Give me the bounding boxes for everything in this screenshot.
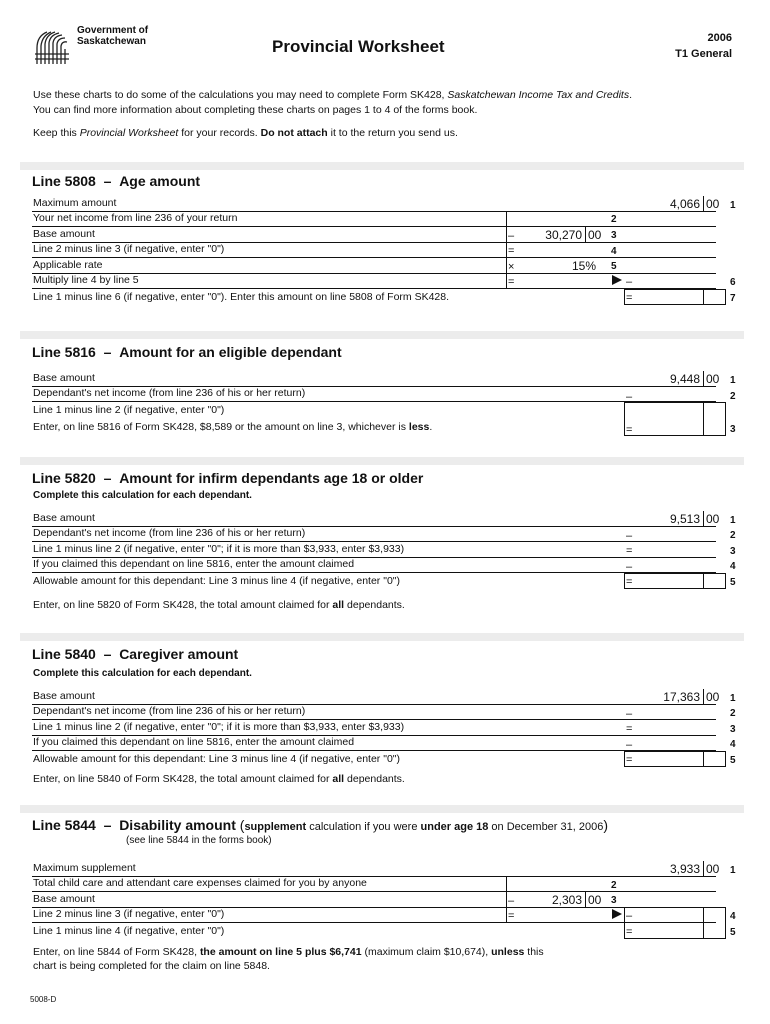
cents-divider bbox=[703, 907, 704, 939]
section-name: Caregiver amount bbox=[119, 646, 239, 662]
intro-paragraph-1 bbox=[33, 87, 632, 103]
subtitle-emphasis: under age 18 bbox=[420, 821, 489, 833]
line-number-label: 6 bbox=[730, 277, 736, 288]
title-dash: – bbox=[103, 173, 112, 189]
equals-sign: = bbox=[626, 926, 633, 938]
equals-sign: = bbox=[626, 424, 633, 436]
table-row bbox=[32, 289, 716, 305]
base-amount-value: 17,363 bbox=[663, 690, 700, 704]
base-amount-cents: 00 bbox=[706, 372, 720, 386]
section-name: Amount for infirm dependants age 18 or older bbox=[119, 470, 424, 486]
minus-sign: – bbox=[626, 276, 633, 288]
instruction-part: Enter, on line 5816 of Form SK428, $8,589 or the amount on line 3, whichever is bbox=[33, 421, 409, 433]
table-row bbox=[32, 371, 716, 387]
table-row bbox=[32, 527, 716, 543]
row-label: If you claimed this dependant on line 5816, enter the amount claimed bbox=[33, 736, 355, 748]
section-name: Age amount bbox=[119, 173, 201, 189]
instruction-part: . bbox=[429, 421, 433, 433]
section-name: Amount for an eligible dependant bbox=[119, 344, 342, 360]
form-name: T1 General bbox=[675, 48, 732, 60]
table-row bbox=[32, 511, 716, 527]
base-amount-value: 2,303 bbox=[551, 893, 582, 907]
line-number-label: 3 bbox=[730, 424, 736, 435]
table-row bbox=[32, 720, 716, 736]
table-row bbox=[32, 573, 716, 589]
instruction-part: this bbox=[524, 946, 544, 958]
equals-sign: = bbox=[508, 245, 515, 257]
minus-sign: – bbox=[626, 708, 633, 720]
cents-divider bbox=[703, 511, 704, 527]
row-label: Applicable rate bbox=[33, 258, 103, 271]
row-label: Base amount bbox=[33, 371, 95, 384]
row-label: Maximum supplement bbox=[33, 861, 136, 874]
maximum-supplement-cents: 00 bbox=[706, 862, 720, 876]
intro-worksheet-title: Provincial Worksheet bbox=[79, 127, 179, 139]
minus-sign: – bbox=[626, 561, 633, 573]
row-label: Line 1 minus line 2 (if negative, enter "0"; if it is more than $3,933, enter $3,933) bbox=[33, 542, 405, 555]
line-number-label: 3 bbox=[611, 895, 617, 906]
equals-sign: = bbox=[626, 754, 633, 766]
section-title-5844 bbox=[32, 817, 608, 836]
instruction-part: Enter, on line 5840 of Form SK428, the total amount claimed for bbox=[33, 773, 333, 785]
row-label: Base amount bbox=[33, 892, 95, 905]
line-number-label: 5 bbox=[730, 927, 736, 938]
table-row bbox=[32, 689, 716, 705]
equals-sign: = bbox=[508, 276, 515, 288]
section-divider bbox=[20, 162, 744, 170]
minus-sign: – bbox=[626, 391, 633, 403]
instruction-part: Enter, on line 5820 of Form SK428, the total amount claimed for bbox=[33, 599, 333, 611]
cents-divider bbox=[703, 196, 704, 212]
subtitle-text: on December 31, 2006 bbox=[488, 821, 604, 833]
cents-divider bbox=[703, 861, 704, 877]
instruction-text bbox=[33, 599, 405, 612]
row-label: Line 2 minus line 3 (if negative, enter "0") bbox=[33, 908, 225, 920]
line-3-result-box[interactable] bbox=[624, 402, 726, 436]
line-number-label: 4 bbox=[730, 739, 736, 750]
instruction-emphasis: all bbox=[332, 599, 345, 611]
paren: ) bbox=[603, 817, 609, 833]
section-divider bbox=[20, 457, 744, 465]
cents-divider bbox=[703, 573, 704, 589]
line-number-label: 1 bbox=[730, 375, 736, 386]
saskatchewan-logo bbox=[33, 26, 71, 66]
tax-year: 2006 bbox=[707, 32, 732, 44]
intro-text: Keep this bbox=[33, 127, 80, 139]
instruction-emphasis: the amount on line 5 plus $6,741 bbox=[199, 946, 362, 958]
intro-text: for your records. bbox=[178, 127, 261, 139]
table-row bbox=[32, 736, 716, 752]
section-divider bbox=[20, 633, 744, 641]
section-title-5820 bbox=[32, 470, 423, 487]
line-number-label: 3 bbox=[611, 230, 617, 241]
line-number: Line 5816 bbox=[32, 344, 96, 360]
row-label: Line 1 minus line 6 (if negative, enter "0"). Enter this amount on line 5808 of Form SK428. bbox=[33, 290, 450, 303]
maximum-amount-value: 4,066 bbox=[669, 197, 700, 211]
instruction-part: Enter, on line 5844 of Form SK428, bbox=[33, 946, 200, 958]
base-amount-cents: 00 bbox=[588, 228, 602, 242]
times-sign: × bbox=[508, 261, 515, 273]
line-number-label: 4 bbox=[730, 911, 736, 922]
subtitle-text: calculation if you were bbox=[306, 821, 421, 833]
instruction-text bbox=[33, 421, 432, 434]
minus-sign: – bbox=[508, 230, 515, 242]
maximum-supplement-value: 3,933 bbox=[669, 862, 700, 876]
inner-amount-column bbox=[506, 211, 606, 289]
intro-paragraph-2 bbox=[33, 125, 458, 141]
form-code: 5008-D bbox=[30, 995, 57, 1004]
intro-paragraph-1-line2: You can find more information about completing these charts on pages 1 to 4 of the forms book. bbox=[33, 104, 478, 116]
instruction-text bbox=[33, 945, 544, 960]
instruction-emphasis: all bbox=[332, 773, 345, 785]
table-row bbox=[32, 705, 716, 721]
row-label: Your net income from line 236 of your return bbox=[33, 212, 238, 224]
title-dash: – bbox=[103, 344, 112, 360]
section-name: Disability amount bbox=[119, 817, 236, 833]
applicable-rate-value: 15% bbox=[571, 259, 596, 273]
line-number-label: 5 bbox=[730, 577, 736, 588]
line-number-label: 7 bbox=[730, 293, 736, 304]
cents-divider bbox=[703, 402, 704, 436]
line-number-label: 2 bbox=[611, 214, 617, 225]
equals-sign: = bbox=[626, 292, 633, 304]
cents-divider bbox=[703, 289, 704, 305]
row-label: Maximum amount bbox=[33, 196, 117, 209]
line-number: Line 5820 bbox=[32, 470, 96, 486]
intro-text: Use these charts to do some of the calculations you may need to complete Form SK428, bbox=[33, 89, 448, 101]
instruction-part: (maximum claim $10,674), bbox=[361, 946, 492, 958]
line-number-label: 3 bbox=[730, 546, 736, 557]
government-name bbox=[77, 25, 148, 47]
minus-sign: – bbox=[508, 895, 515, 907]
minus-sign: – bbox=[626, 739, 633, 751]
equals-sign: = bbox=[626, 545, 633, 557]
minus-sign: – bbox=[626, 910, 633, 922]
row-label: Line 2 minus line 3 (if negative, enter "0") bbox=[33, 243, 225, 255]
base-amount-value: 9,513 bbox=[669, 512, 700, 526]
section-title-5840 bbox=[32, 646, 238, 663]
row-label: Dependant's net income (from line 236 of his or her return) bbox=[33, 387, 306, 399]
line-number-label: 5 bbox=[730, 755, 736, 766]
line-number-label: 1 bbox=[730, 865, 736, 876]
row-label: Base amount bbox=[33, 227, 95, 240]
intro-text: it to the return you send us. bbox=[327, 127, 458, 139]
paren: ( bbox=[239, 817, 245, 833]
line-7-result-box[interactable] bbox=[624, 289, 726, 305]
cents-divider bbox=[703, 689, 704, 705]
row-label: Line 1 minus line 2 (if negative, enter "0"; if it is more than $3,933, enter $3,933) bbox=[33, 720, 405, 733]
intro-text: . bbox=[629, 89, 633, 101]
cents-divider bbox=[585, 892, 586, 908]
arrow-right-icon bbox=[612, 275, 622, 285]
table-row bbox=[32, 542, 716, 558]
equals-sign: = bbox=[626, 576, 633, 588]
page-title: Provincial Worksheet bbox=[272, 37, 445, 56]
line-number-label: 5 bbox=[611, 261, 617, 272]
line-number-label: 2 bbox=[611, 880, 617, 891]
base-amount-cents: 00 bbox=[588, 893, 602, 907]
intro-form-title: Saskatchewan Income Tax and Credits bbox=[447, 89, 630, 101]
equals-sign: = bbox=[626, 723, 633, 735]
line-number: Line 5844 bbox=[32, 817, 96, 833]
line-number-label: 2 bbox=[730, 391, 736, 402]
instruction-text-line2: chart is being completed for the claim on line 5848. bbox=[33, 960, 270, 972]
line-number-label: 3 bbox=[730, 724, 736, 735]
line-number-label: 1 bbox=[730, 515, 736, 526]
row-label: Line 1 minus line 2 (if negative, enter "0") bbox=[33, 403, 225, 416]
cents-divider bbox=[703, 371, 704, 387]
section-divider bbox=[20, 331, 744, 339]
table-row bbox=[32, 558, 716, 574]
base-amount-cents: 00 bbox=[706, 690, 720, 704]
cents-divider bbox=[585, 227, 586, 243]
line-number-label: 2 bbox=[730, 708, 736, 719]
base-amount-value: 30,270 bbox=[545, 228, 582, 242]
section-divider bbox=[20, 805, 744, 813]
row-label: Base amount bbox=[33, 689, 95, 702]
table-row bbox=[32, 923, 716, 939]
instruction-part: dependants. bbox=[344, 773, 405, 785]
line-5-result-box[interactable] bbox=[624, 573, 726, 589]
row-label: If you claimed this dependant on line 5816, enter the amount claimed bbox=[33, 558, 355, 570]
section-subtitle: Complete this calculation for each dependant. bbox=[33, 668, 252, 679]
row-label: Dependant's net income (from line 236 of his or her return) bbox=[33, 705, 306, 717]
instruction-part: dependants. bbox=[344, 599, 405, 611]
table-row bbox=[32, 861, 716, 877]
arrow-right-icon bbox=[612, 909, 622, 919]
line-5-result-box[interactable] bbox=[624, 907, 726, 939]
row-label: Line 1 minus line 4 (if negative, enter "0") bbox=[33, 924, 225, 937]
table-row bbox=[32, 196, 716, 212]
minus-sign: – bbox=[626, 530, 633, 542]
row-label: Allowable amount for this dependant: Line 3 minus line 4 (if negative, enter "0") bbox=[33, 752, 401, 765]
maximum-amount-cents: 00 bbox=[706, 197, 720, 211]
row-label: Total child care and attendant care expenses claimed for you by anyone bbox=[33, 877, 367, 889]
line-number-label: 2 bbox=[730, 530, 736, 541]
base-amount-value: 9,448 bbox=[669, 372, 700, 386]
line-number-label: 4 bbox=[730, 561, 736, 572]
cents-divider bbox=[703, 751, 704, 767]
line-number: Line 5808 bbox=[32, 173, 96, 189]
row-label: Allowable amount for this dependant: Line 3 minus line 4 (if negative, enter "0") bbox=[33, 574, 401, 587]
section-reference: (see line 5844 in the forms book) bbox=[126, 835, 272, 846]
line-number-label: 4 bbox=[611, 246, 617, 257]
section-subtitle: Complete this calculation for each dependant. bbox=[33, 490, 252, 501]
line-number-label: 1 bbox=[730, 693, 736, 704]
instruction-emphasis: unless bbox=[491, 946, 525, 958]
subtitle-emphasis: supplement bbox=[244, 821, 307, 833]
table-row bbox=[32, 387, 716, 403]
table-row bbox=[32, 751, 716, 767]
instruction-text bbox=[33, 773, 405, 786]
base-amount-cents: 00 bbox=[706, 512, 720, 526]
equals-sign: = bbox=[508, 910, 515, 922]
intro-do-not-attach: Do not attach bbox=[260, 127, 328, 139]
title-dash: – bbox=[103, 470, 112, 486]
line-number: Line 5840 bbox=[32, 646, 96, 662]
row-label: Multiply line 4 by line 5 bbox=[33, 274, 139, 286]
title-dash: – bbox=[103, 817, 112, 833]
row-label: Dependant's net income (from line 236 of his or her return) bbox=[33, 527, 306, 539]
instruction-emphasis: less bbox=[408, 421, 430, 433]
table-row bbox=[32, 402, 716, 418]
line-5-result-box[interactable] bbox=[624, 751, 726, 767]
title-dash: – bbox=[103, 646, 112, 662]
line-number-label: 1 bbox=[730, 200, 736, 211]
section-title-5808 bbox=[32, 173, 200, 190]
gov-line1: Government of bbox=[77, 25, 149, 36]
section-title-5816 bbox=[32, 344, 342, 361]
gov-line2: Saskatchewan bbox=[77, 36, 146, 47]
row-label: Base amount bbox=[33, 511, 95, 524]
